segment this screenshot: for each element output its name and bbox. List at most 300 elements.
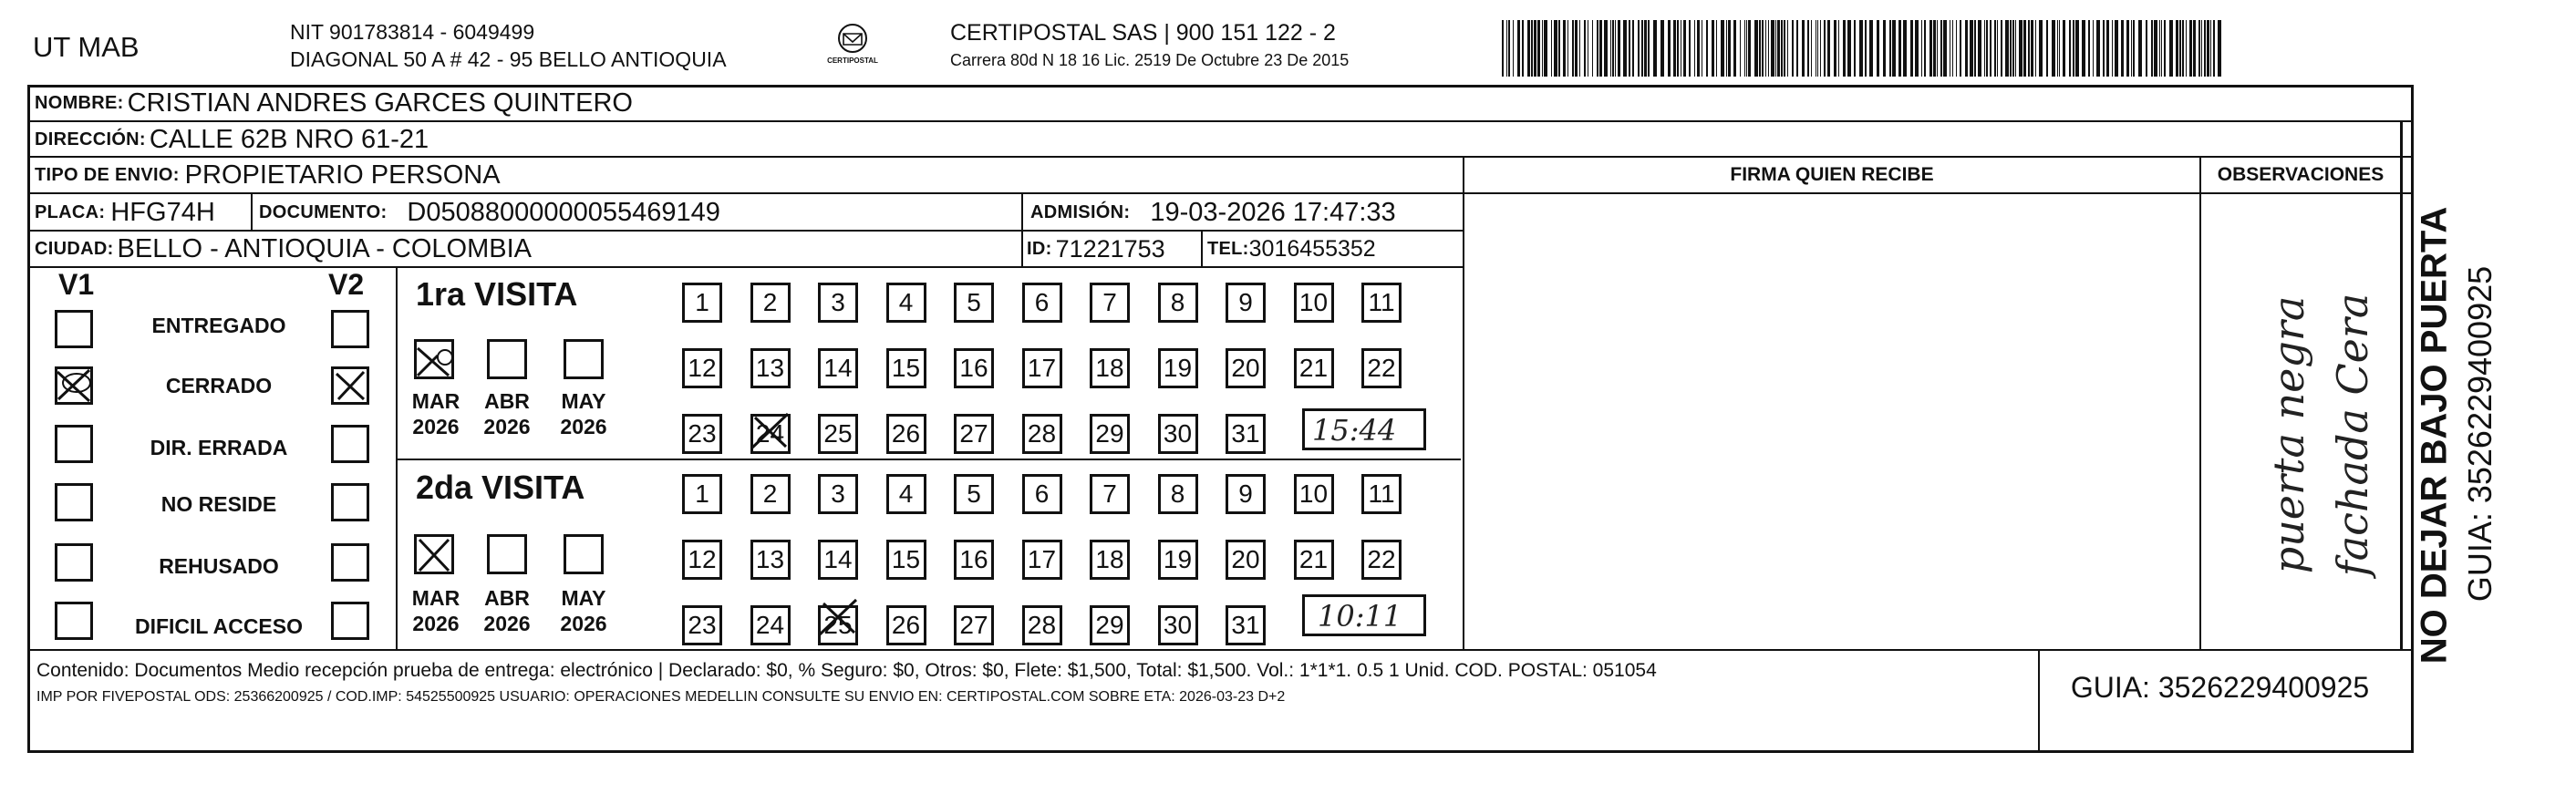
barcode-bar	[2028, 20, 2030, 77]
barcode-bar	[1854, 20, 1856, 77]
barcode-bar	[1859, 20, 1863, 77]
barcode-bar	[2121, 20, 2124, 77]
barcode-bar	[1869, 20, 1873, 77]
barcode-bar	[2031, 20, 2033, 77]
barcode-bar	[1575, 20, 1578, 77]
barcode-bar	[2012, 20, 2014, 77]
barcode-bar	[1551, 20, 1552, 77]
visit-1-month-may: MAY 2026	[560, 389, 607, 438]
visit-1-day-23[interactable]: 23	[682, 414, 722, 454]
observations-header: OBSERVACIONES	[2217, 164, 2385, 185]
barcode-bar	[2207, 20, 2209, 77]
visit-1-day-30[interactable]: 30	[1158, 414, 1198, 454]
visit-2-day-16[interactable]: 16	[954, 540, 994, 580]
barcode-bar	[2052, 20, 2055, 77]
barcode-bar	[1892, 20, 1896, 77]
barcode-bar	[2019, 20, 2023, 77]
barcode-bar	[2023, 20, 2026, 77]
visit-2-day-22[interactable]: 22	[1361, 540, 1402, 580]
barcode-bar	[2186, 20, 2187, 77]
barcode-bar	[1759, 20, 1761, 77]
barcode-bar	[1508, 20, 1510, 77]
visit-1-day-19[interactable]: 19	[1158, 348, 1198, 388]
visit-1-day-31[interactable]: 31	[1226, 414, 1266, 454]
visit-2-day-8[interactable]: 8	[1158, 474, 1198, 514]
barcode-bar	[1817, 20, 1818, 77]
shipment-type: PROPIETARIO PERSONA	[184, 160, 501, 190]
visit-1-day-6[interactable]: 6	[1022, 283, 1062, 323]
visit-2-day-12[interactable]: 12	[682, 540, 722, 580]
barcode-bar	[1765, 20, 1766, 77]
barcode-bar	[1694, 20, 1695, 77]
visit-2-day-19[interactable]: 19	[1158, 540, 1198, 580]
barcode-bar	[2093, 20, 2094, 77]
barcode-bar	[2035, 20, 2036, 77]
visit-2-day-1[interactable]: 1	[682, 474, 722, 514]
barcode-bar	[1974, 20, 1976, 77]
signature-header: FIRMA QUIEN RECIBE	[1730, 164, 1934, 185]
visit-1-day-14[interactable]: 14	[818, 348, 858, 388]
barcode-bar	[1787, 20, 1788, 77]
barcode-bar	[1513, 20, 1514, 77]
barcode-bar	[2179, 20, 2181, 77]
barcode-bar	[1952, 20, 1953, 77]
barcode-bar	[2138, 20, 2142, 77]
visit-2-day-13[interactable]: 13	[750, 540, 791, 580]
visit-2-month-abr: ABR 2026	[483, 586, 531, 635]
barcode-bar	[1712, 20, 1714, 77]
barcode-bar	[1847, 20, 1851, 77]
barcode-bar	[1929, 20, 1932, 77]
visit-2-day-5[interactable]: 5	[954, 474, 994, 514]
observation-note-2: fachada Cera	[2328, 293, 2377, 577]
barcode-bar	[1572, 20, 1574, 77]
plate-cell	[35, 194, 215, 231]
plate-value: HFG74H	[110, 197, 215, 227]
visit-1-day-28[interactable]: 28	[1022, 414, 1062, 454]
visit-1-day-18[interactable]: 18	[1090, 348, 1130, 388]
barcode-bar	[1883, 20, 1886, 77]
visit-1-time-box[interactable]	[1302, 408, 1426, 450]
status-no-reside: NO RESIDE	[160, 492, 277, 516]
visit-2-time-box[interactable]	[1302, 594, 1426, 636]
visit-1-month-mar-checkbox[interactable]	[414, 339, 454, 379]
barcode-bar	[1554, 20, 1557, 77]
visit-2-day-23[interactable]: 23	[682, 605, 722, 645]
barcode-bar	[1612, 20, 1614, 77]
visit-2-month-abr-checkbox[interactable]	[487, 534, 527, 574]
barcode-bar	[1796, 20, 1798, 77]
v2-checkbox-cerrado[interactable]	[331, 366, 369, 405]
shipment-type-label: TIPO DE ENVIO:	[35, 164, 180, 185]
barcode-bar	[2126, 20, 2129, 77]
barcode-bar	[1629, 20, 1630, 77]
barcode-bar	[1811, 20, 1812, 77]
barcode-bar	[1648, 20, 1650, 77]
visit-2-month-may-checkbox[interactable]	[564, 534, 604, 574]
city-cell	[35, 232, 532, 266]
document-cell	[259, 194, 720, 231]
barcode-bar	[1898, 20, 1901, 77]
side-guide: GUIA: 3526229400925	[2461, 265, 2498, 603]
barcode-bar	[2213, 20, 2215, 77]
visit-1-month-abr-checkbox[interactable]	[487, 339, 527, 379]
visit-2-day-25[interactable]: 25	[818, 605, 858, 645]
v2-checkbox-no-reside[interactable]	[331, 483, 369, 521]
barcode-bar	[1610, 20, 1611, 77]
visit-1-month-abr: ABR 2026	[483, 389, 531, 438]
barcode-bar	[2204, 20, 2206, 77]
barcode-bar	[1537, 20, 1540, 77]
barcode-bar	[1544, 20, 1547, 77]
barcode-bar	[2039, 20, 2043, 77]
visit-2-day-11[interactable]: 11	[1361, 474, 1402, 514]
v2-checkbox-dir-errada[interactable]	[331, 425, 369, 463]
barcode-bar	[2103, 20, 2105, 77]
status-entregado: ENTREGADO	[151, 314, 286, 337]
visit-2-day-15[interactable]: 15	[886, 540, 926, 580]
barcode-bar	[1937, 20, 1938, 77]
id-value: 71221753	[1055, 234, 1165, 263]
barcode-bar	[1592, 20, 1593, 77]
barcode-bar	[2015, 20, 2016, 77]
visit-2-day-29[interactable]: 29	[1090, 605, 1130, 645]
visit-1-day-21[interactable]: 21	[1294, 348, 1334, 388]
visit-1-day-11[interactable]: 11	[1361, 283, 1402, 323]
barcode-bar	[2115, 20, 2118, 77]
visit-2-day-20[interactable]: 20	[1226, 540, 1266, 580]
barcode-bar	[2046, 20, 2048, 77]
sender-address: DIAGONAL 50 A # 42 - 95 BELLO ANTIOQUIA	[290, 47, 727, 71]
handwritten-cross-icon	[414, 339, 454, 379]
barcode-bar	[1683, 20, 1686, 77]
v2-label: V2	[328, 268, 365, 301]
handwritten-cross-icon	[414, 534, 454, 574]
barcode-bar	[1970, 20, 1973, 77]
barcode-graphic	[1500, 13, 2225, 78]
visit-2-day-9[interactable]: 9	[1226, 474, 1266, 514]
visit-2-day-6[interactable]: 6	[1022, 474, 1062, 514]
visit-1-day-13[interactable]: 13	[750, 348, 791, 388]
phone-value: 3016455352	[1248, 235, 1376, 262]
visit-2-title: 2da VISITA	[416, 469, 585, 506]
plate-label: PLACA:	[35, 201, 106, 222]
visit-1-day-5[interactable]: 5	[954, 283, 994, 323]
barcode-bar	[1632, 20, 1634, 77]
v2-checkbox-entregado[interactable]	[331, 310, 369, 348]
barcode-bar	[1990, 20, 1991, 77]
barcode-bar	[1924, 20, 1926, 77]
barcode-bar	[1978, 20, 1981, 77]
visit-2-day-28[interactable]: 28	[1022, 605, 1062, 645]
visit-1-day-3[interactable]: 3	[818, 283, 858, 323]
barcode-bar	[1597, 20, 1598, 77]
barcode-bar	[2189, 20, 2192, 77]
visit-2-day-25-mark-icon	[816, 594, 860, 638]
barcode-bar	[1522, 20, 1524, 77]
recipient-name: CRISTIAN ANDRES GARCES QUINTERO	[127, 88, 633, 118]
visit-2-day-18[interactable]: 18	[1090, 540, 1130, 580]
barcode-bar	[1965, 20, 1968, 77]
barcode-bar	[2161, 20, 2162, 77]
barcode-bar	[2063, 20, 2065, 77]
visit-1-day-4[interactable]: 4	[886, 283, 926, 323]
barcode-bar	[1997, 20, 1998, 77]
sender-nit: NIT 901783814 - 6049499	[290, 20, 535, 44]
barcode-bar	[2057, 20, 2058, 77]
barcode-bar	[1579, 20, 1580, 77]
carrier-logo	[821, 20, 885, 71]
recipient-address: CALLE 62B NRO 61-21	[149, 124, 429, 154]
visit-2-month-mar-checkbox[interactable]	[414, 534, 454, 574]
visit-1-day-16[interactable]: 16	[954, 348, 994, 388]
v1-label: V1	[58, 268, 95, 301]
barcode-bar	[1506, 20, 1507, 77]
barcode-bar	[1673, 20, 1676, 77]
barcode-bar	[1726, 20, 1727, 77]
barcode-bar	[2193, 20, 2196, 77]
barcode-bar	[2210, 20, 2211, 77]
phone-cell	[1207, 232, 1376, 266]
visit-1-day-15[interactable]: 15	[886, 348, 926, 388]
barcode-bar	[1838, 20, 1839, 77]
visit-1-day-7[interactable]: 7	[1090, 283, 1130, 323]
barcode-bar	[1943, 20, 1947, 77]
barcode-bar	[1754, 20, 1758, 77]
visit-1-month-may-checkbox[interactable]	[564, 339, 604, 379]
v1-checkbox-dificil-acceso[interactable]	[55, 602, 93, 640]
barcode-bar	[2010, 20, 2012, 77]
barcode-bar	[1502, 20, 1504, 77]
barcode-bar	[1820, 20, 1821, 77]
visit-2-month-mar: MAR 2026	[411, 586, 460, 635]
barcode-bar	[2069, 20, 2071, 77]
barcode-bar	[1889, 20, 1891, 77]
barcode-bar	[1638, 20, 1640, 77]
barcode-bar	[1534, 20, 1536, 77]
barcode-bar	[1689, 20, 1691, 77]
barcode-bar	[1653, 20, 1657, 77]
visit-2-month-may: MAY 2026	[560, 586, 607, 635]
barcode-bar	[1824, 20, 1826, 77]
barcode-bar	[2096, 20, 2100, 77]
barcode-bar	[1865, 20, 1867, 77]
barcode-bar	[2088, 20, 2090, 77]
barcode-bar	[1728, 20, 1731, 77]
visit-2-day-24[interactable]: 24	[750, 605, 791, 645]
status-dir-errada: DIR. ERRADA	[150, 436, 288, 459]
barcode-bar	[1768, 20, 1769, 77]
barcode-bar	[1599, 20, 1602, 77]
barcode-bar	[1644, 20, 1647, 77]
barcode-bar	[2059, 20, 2060, 77]
handwritten-cross-icon	[331, 366, 369, 405]
visit-1-day-22[interactable]: 22	[1361, 348, 1402, 388]
barcode-bar	[2198, 20, 2200, 77]
barcode-bar	[1784, 20, 1785, 77]
visit-1-day-1[interactable]: 1	[682, 283, 722, 323]
visit-1-day-12[interactable]: 12	[682, 348, 722, 388]
v1-checkbox-no-reside[interactable]	[55, 483, 93, 521]
barcode-bar	[1777, 20, 1780, 77]
handwritten-cross-icon	[55, 366, 93, 405]
visit-1-day-2[interactable]: 2	[750, 283, 791, 323]
visit-1-day-25[interactable]: 25	[818, 414, 858, 454]
barcode-bar	[1781, 20, 1783, 77]
barcode-bar	[1802, 20, 1805, 77]
barcode-bar	[1527, 20, 1530, 77]
v1-checkbox-dir-errada[interactable]	[55, 425, 93, 463]
barcode-bar	[2075, 20, 2079, 77]
barcode-bar	[1984, 20, 1985, 77]
barcode-bar	[1531, 20, 1533, 77]
barcode-bar	[1604, 20, 1608, 77]
visit-2-day-7[interactable]: 7	[1090, 474, 1130, 514]
barcode-bar	[1716, 20, 1717, 77]
barcode-bar	[1775, 20, 1776, 77]
visit-2-day-17[interactable]: 17	[1022, 540, 1062, 580]
barcode-bar	[1834, 20, 1836, 77]
name-label: NOMBRE:	[35, 92, 124, 113]
barcode-bar	[2133, 20, 2135, 77]
carrier-logo-text: CERTIPOSTAL	[827, 57, 878, 65]
barcode-bar	[1940, 20, 1942, 77]
barcode-bar	[1994, 20, 1996, 77]
barcode-bar	[1746, 20, 1747, 77]
document-value: D05088000000055469149	[407, 197, 720, 227]
barcode-bar	[2001, 20, 2002, 77]
visit-2-day-30[interactable]: 30	[1158, 605, 1198, 645]
carrier-address: Carrera 80d N 18 16 Lic. 2519 De Octubre 23 De 2015	[950, 51, 1350, 69]
visit-1-month-mar: MAR 2026	[411, 389, 460, 438]
barcode-bar	[1956, 20, 1957, 77]
id-label: ID:	[1027, 238, 1052, 259]
visit-1-day-24[interactable]: 24	[750, 414, 791, 454]
recipient-name-row	[35, 86, 633, 120]
barcode-bar	[1660, 20, 1664, 77]
address-label: DIRECCIÓN:	[35, 129, 146, 149]
barcode-bar	[2169, 20, 2173, 77]
status-dificil-acceso: DIFICIL ACCESO	[134, 614, 303, 638]
barcode-bar	[1843, 20, 1846, 77]
visit-2-day-3[interactable]: 3	[818, 474, 858, 514]
visit-1-day-9[interactable]: 9	[1226, 283, 1266, 323]
visit-1-title: 1ra VISITA	[416, 275, 578, 313]
visit-2-day-21[interactable]: 21	[1294, 540, 1334, 580]
v1-checkbox-entregado[interactable]	[55, 310, 93, 348]
visit-1-day-27[interactable]: 27	[954, 414, 994, 454]
barcode-bar	[1744, 20, 1745, 77]
barcode-bar	[1933, 20, 1936, 77]
barcode-bar	[2154, 20, 2157, 77]
barcode-bar	[1517, 20, 1520, 77]
city-label: CIUDAD:	[35, 238, 114, 259]
footer-content: Contenido: Documentos Medio recepción prueba de entrega: electrónico | Declarado: $0, % Seguro: $0, Otros: $0, Flete: $1,500, Total: $1,500. Vol.: 1*1*1. 0.5 1 Unid. COD. POSTAL: 051054	[36, 660, 1657, 681]
barcode-bar	[1542, 20, 1543, 77]
barcode-bar	[1567, 20, 1568, 77]
barcode-bar	[2073, 20, 2074, 77]
barcode-bar	[1921, 20, 1922, 77]
status-rehusado: REHUSADO	[159, 554, 279, 578]
visit-1-day-20[interactable]: 20	[1226, 348, 1266, 388]
visit-1-day-17[interactable]: 17	[1022, 348, 1062, 388]
barcode-bar	[2146, 20, 2147, 77]
admission-cell	[1030, 194, 1396, 231]
phone-label: TEL:	[1207, 238, 1249, 259]
carrier-name: CERTIPOSTAL SAS | 900 151 122 - 2	[950, 20, 1336, 46]
barcode-bar	[2131, 20, 2132, 77]
recipient-address-row	[35, 122, 429, 157]
footer-print-info: IMP POR FIVEPOSTAL ODS: 25366200925 / COD.IMP: 54525500925 USUARIO: OPERACIONES MEDELLIN CONSULTE SU ENVIO EN: CERTIPOSTAL.COM SOBRE ETA: 2026-03-23 D+2	[36, 689, 1286, 705]
barcode-bar	[1706, 20, 1708, 77]
v1-checkbox-cerrado[interactable]	[55, 366, 93, 405]
visit-1-day-24-mark-icon	[748, 408, 791, 452]
barcode-bar	[1677, 20, 1679, 77]
barcode-bar	[1641, 20, 1643, 77]
barcode-bar	[1615, 20, 1616, 77]
visit-2-day-26[interactable]: 26	[886, 605, 926, 645]
visit-2-day-27[interactable]: 27	[954, 605, 994, 645]
observation-note-1: puerta negra	[2264, 295, 2313, 574]
id-cell	[1027, 232, 1165, 266]
barcode-bar	[1697, 20, 1700, 77]
shipment-type-row	[35, 158, 501, 192]
visit-2-day-10[interactable]: 10	[1294, 474, 1334, 514]
visit-2-day-4[interactable]: 4	[886, 474, 926, 514]
barcode-bar	[1733, 20, 1736, 77]
barcode-bar	[2182, 20, 2184, 77]
barcode-bar	[2151, 20, 2153, 77]
admission-value: 19-03-2026 17:47:33	[1150, 197, 1396, 227]
barcode-bar	[2159, 20, 2160, 77]
v2-checkbox-dificil-acceso[interactable]	[331, 602, 369, 640]
document-label: DOCUMENTO:	[259, 201, 388, 222]
barcode-bar	[2218, 20, 2221, 77]
barcode-bar	[2005, 20, 2009, 77]
signature-area[interactable]	[1464, 194, 2199, 649]
v1-checkbox-rehusado[interactable]	[55, 543, 93, 582]
barcode-bar	[1910, 20, 1913, 77]
barcode-bar	[1807, 20, 1809, 77]
barcode-bar	[1827, 20, 1830, 77]
barcode-bar	[2176, 20, 2178, 77]
barcode-bar	[1792, 20, 1794, 77]
visit-2-day-2[interactable]: 2	[750, 474, 791, 514]
visit-2-day-31[interactable]: 31	[1226, 605, 1266, 645]
barcode-bar	[1558, 20, 1560, 77]
barcode-bar	[1563, 20, 1566, 77]
barcode-bar	[1623, 20, 1627, 77]
visit-2-time: 10:11	[1318, 599, 1402, 634]
barcode-bar	[1877, 20, 1879, 77]
visit-2-day-14[interactable]: 14	[818, 540, 858, 580]
city-value: BELLO - ANTIOQUIA - COLOMBIA	[117, 233, 532, 263]
barcode-bar	[1668, 20, 1671, 77]
visit-1-day-29[interactable]: 29	[1090, 414, 1130, 454]
barcode-bar	[1740, 20, 1741, 77]
barcode-bar	[1762, 20, 1764, 77]
visit-1-day-8[interactable]: 8	[1158, 283, 1198, 323]
barcode-bar	[1960, 20, 1961, 77]
visit-1-day-26[interactable]: 26	[886, 414, 926, 454]
barcode-bar	[1986, 20, 1988, 77]
barcode-bar	[1618, 20, 1620, 77]
barcode-bar	[2106, 20, 2109, 77]
visit-1-day-10[interactable]: 10	[1294, 283, 1334, 323]
v2-checkbox-rehusado[interactable]	[331, 543, 369, 582]
barcode-bar	[1721, 20, 1724, 77]
barcode-bar	[2082, 20, 2085, 77]
